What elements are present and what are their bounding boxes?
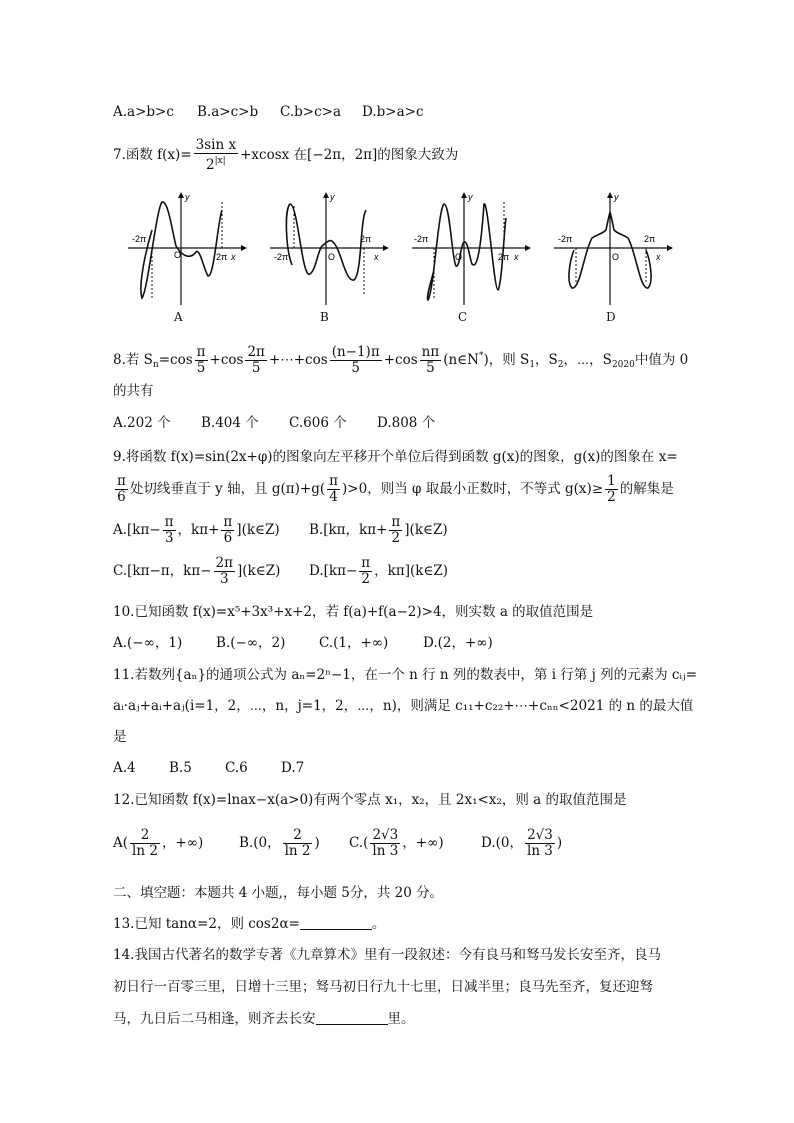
q9-c-c: ](k∈Z) [236, 563, 281, 579]
q9-l2-frac3 [605, 474, 618, 505]
graph-d-y-axis: y [614, 192, 619, 202]
q8-s1: 1 [529, 360, 536, 370]
q8-end: 中值为 0 [634, 352, 689, 368]
q9-a-frac2 [221, 515, 234, 546]
q12-b-n: 2 [283, 828, 313, 844]
q7-suffix: +xcosx 在[−2π，2π]的图象大致为 [240, 147, 459, 163]
q12-a-a: A( [113, 835, 129, 851]
q8-option-b: B.404 个 [201, 415, 259, 431]
q8-plus-cos-1: +cos [209, 352, 244, 368]
q7-fraction [194, 138, 238, 173]
q9-c-a: C.[kπ−π，kπ− [113, 563, 212, 579]
graph-b-y-axis: y [330, 192, 335, 202]
q12-d-a: D.(0， [481, 835, 523, 851]
q11-option-d: D.7 [281, 760, 305, 776]
graph-b-left-tick: -2π [274, 252, 289, 262]
q9-option-b [309, 515, 448, 546]
q6-option-a: A.a>b>c [113, 104, 174, 120]
graph-a-origin: O [174, 250, 182, 260]
q12-c-b: ，+∞) [402, 835, 444, 851]
q8-t3-num: (n−1)π [331, 344, 380, 360]
q13-answer-blank[interactable] [300, 915, 372, 930]
graph-a-x-axis: x [231, 252, 236, 262]
graph-d-x-axis: x [656, 252, 661, 262]
q8-option-a: A.202 个 [113, 415, 171, 431]
q8-t1-num: π [196, 344, 206, 360]
q10-options [113, 634, 493, 652]
graph-d-origin: O [612, 252, 620, 262]
q9-l2-frac1 [115, 474, 128, 505]
graph-a-label: A [174, 310, 183, 324]
q9-c-n: 2π [215, 555, 233, 571]
q12-c-n: 2√3 [370, 828, 400, 844]
q9-a-a: A.[kπ− [113, 522, 161, 538]
q10-option-d: D.(2，+∞) [423, 635, 493, 651]
q12-d-b: ) [556, 835, 563, 851]
q9-option-a [113, 515, 309, 546]
q9-l2-b-den: 4 [329, 489, 338, 505]
q12-options [113, 828, 562, 859]
q8-plus-cos-2: +cos [383, 352, 418, 368]
q9-d-a: D.[kπ− [309, 563, 358, 579]
q13-stem [113, 915, 385, 933]
q8-term4 [420, 345, 442, 376]
q8-dots-cos: +⋯+cos [268, 352, 328, 368]
graph-c-right-tick: 2π [498, 252, 510, 262]
q8-eq-cos: =cos [158, 352, 193, 368]
q9-d-frac [359, 556, 372, 587]
q13-end: 。 [371, 916, 386, 932]
q8-sep2: ，⋯，S [563, 352, 612, 368]
q9-l2-den: 6 [117, 489, 126, 505]
q7-frac-den-exp: |x| [214, 156, 226, 166]
graph-b-x-axis: x [374, 252, 379, 262]
q10-stem: 10.已知函数 f(x)=x⁵+3x³+x+2，若 f(a)+f(a−2)>4，则实数 a 的取值范围是 [113, 604, 594, 620]
graph-c-left-tick: -2π [414, 234, 429, 244]
q9-a-frac1 [163, 515, 176, 546]
graph-c-y-axis: y [468, 192, 473, 202]
q12-d-n: 2√3 [525, 828, 555, 844]
q7-frac-den-base: 2 [205, 157, 215, 173]
q8-line2: 的共有 [113, 383, 154, 399]
q9-l2-num: π [117, 473, 126, 489]
q8-term1 [195, 345, 208, 376]
graph-d-label: D [606, 310, 616, 324]
q12-b-a: B.(0， [239, 835, 281, 851]
q11-line1: 11.若数列{aₙ}的通项公式为 aₙ=2ⁿ−1，在一个 n 行 n 列的数表中，第 i 行第 j 列的元素为 cᵢⱼ= [113, 667, 698, 683]
q12-a-b: ，+∞) [161, 835, 204, 851]
q7-graph-b [268, 190, 390, 330]
q8-t4-num: nπ [421, 344, 440, 360]
q7-graph-c [410, 190, 532, 330]
graph-a-right-tick: 2π [216, 252, 228, 262]
graph-b-origin: O [328, 252, 336, 262]
q9-b-frac [389, 515, 402, 546]
q9-a-d1: 3 [164, 530, 174, 546]
q9-b-n: π [391, 514, 401, 530]
q9-line1: 9.将函数 f(x)=sin(2x+φ)的图象向左平移开个单位后得到函数 g(x)的图象，g(x)的图象在 x= [113, 449, 678, 465]
q9-options-ab [113, 515, 448, 546]
q9-a-n2: π [223, 514, 233, 530]
q11-option-c: C.6 [225, 760, 248, 776]
q12-c-a: C.( [349, 835, 369, 851]
q14-line2: 初日行一百零三里，日增十三里；驽马初日行九十七里，日减半里；良马先至齐，复还迎驽 [113, 979, 653, 995]
q12-c-d: ln 3 [372, 843, 399, 859]
q8-t2-den: 5 [251, 360, 261, 376]
q12-d-frac [525, 828, 555, 859]
q9-b-d: 2 [391, 530, 401, 546]
q8-t3-den: 5 [351, 360, 360, 376]
graph-c-label: C [458, 310, 468, 324]
q9-c-frac [214, 556, 235, 587]
q11-option-b: B.5 [169, 760, 192, 776]
graph-a-left-tick: -2π [132, 234, 147, 244]
q9-d-n: π [361, 555, 371, 571]
q7-frac-num: 3sin x [195, 137, 237, 153]
q6-option-d: D.b>a>c [362, 104, 424, 120]
q9-l2-b-num: π [329, 473, 339, 489]
q12-b-frac [283, 828, 313, 859]
q8-s2: 2 [557, 360, 564, 370]
q8-sub-n: n [152, 360, 159, 370]
q12-a-frac [130, 828, 160, 859]
q8-stem [113, 345, 688, 376]
q8-t2-num: 2π [247, 344, 265, 360]
q7-graph-d [552, 190, 674, 330]
graph-b-label: B [320, 310, 329, 324]
q9-a-d2: 6 [223, 530, 233, 546]
q9-c-d: 3 [219, 571, 229, 587]
q9-l2-d-den: 2 [607, 489, 616, 505]
q7-stem [113, 138, 458, 173]
q6-options [113, 103, 424, 121]
q11-options [113, 759, 304, 777]
q9-l2-e: 的解集是 [619, 481, 674, 497]
graph-b-right-tick: 2π [360, 234, 372, 244]
q9-b-c: ](k∈Z) [404, 522, 448, 538]
q8-cond: (n∈N [443, 352, 479, 368]
q11-line2: aᵢ·aⱼ+aᵢ+aⱼ(i=1，2，⋯，n，j=1，2，⋯，n)，则满足 c₁₁+c₂₂+⋯+cₙₙ<2021 的 n 的最大值 [113, 698, 694, 714]
q9-a-b: ，kπ+ [177, 522, 220, 538]
q9-option-c [113, 556, 309, 587]
q8-cond-sup: * [479, 351, 484, 361]
q10-option-b: B.(−∞，2) [216, 635, 286, 651]
q14-line1: 14.我国古代著名的数学专著《九章算术》里有一段叙述：今有良马和驽马发长安至齐，良马 [113, 947, 661, 963]
q12-a-d: ln 2 [132, 843, 158, 859]
q12-b-b: ) [314, 835, 320, 851]
q9-l2-d-num: 1 [607, 473, 616, 489]
q9-l2-a: 处切线垂直于 y 轴，且 g(π)+g( [129, 481, 326, 497]
q14-answer-blank[interactable] [316, 1010, 388, 1025]
q12-d-d: ln 3 [527, 843, 553, 859]
q12-c-frac [370, 828, 400, 859]
q9-options-cd [113, 556, 448, 587]
q10-option-c: C.(1，+∞) [319, 635, 389, 651]
q12-option-b [239, 828, 349, 859]
q7-frac-den [194, 154, 238, 173]
q8-options [113, 414, 435, 432]
q14-line3-end: 里。 [387, 1011, 415, 1027]
q8-term2 [245, 345, 266, 376]
q9-d-c: ，kπ](k∈Z) [374, 563, 449, 579]
q7-prefix: 7.函数 f(x)= [113, 147, 192, 163]
q12-option-d [481, 828, 562, 859]
q14-line3 [113, 1010, 415, 1028]
q6-option-c: C.b>c>a [280, 104, 342, 120]
q8-s2020: 2020 [611, 360, 635, 370]
q12-b-d: ln 2 [284, 843, 311, 859]
q9-a-c: ](k∈Z) [236, 522, 280, 538]
q11-option-a: A.4 [113, 760, 136, 776]
graph-d-right-tick: 2π [644, 234, 656, 244]
q8-prefix: 8.若 S [113, 352, 153, 368]
graph-c-x-axis: x [514, 252, 519, 262]
q9-b-a: B.[kπ，kπ+ [309, 522, 388, 538]
graph-a-y-axis: y [185, 192, 190, 202]
q12-a-n: 2 [130, 828, 160, 844]
q8-t1-den: 5 [196, 360, 206, 376]
q6-option-b: B.a>c>b [197, 104, 259, 120]
q14-line3-text: 马，九日后二马相逢，则齐去长安 [113, 1011, 316, 1027]
q9-d-d: 2 [361, 571, 370, 587]
q12-option-a [113, 828, 239, 859]
q9-a-n1: π [164, 514, 174, 530]
q12-stem: 12.已知函数 f(x)=lnax−x(a>0)有两个零点 x₁，x₂，且 2x₁<x₂，则 a 的取值范围是 [113, 792, 627, 808]
q8-term3 [330, 345, 382, 376]
graph-d-left-tick: -2π [558, 234, 573, 244]
section2-heading: 二、填空题：本题共 4 小题,，每小题 5分，共 20 分。 [113, 885, 444, 901]
q12-option-c [349, 828, 481, 859]
q10-option-a: A.(−∞，1) [113, 635, 183, 651]
q9-l2-c: )>0，则当 φ 取最小正数时，不等式 g(x)≥ [342, 481, 604, 497]
q13-text: 13.已知 tanα=2，则 cos2α= [113, 916, 300, 932]
q7-graph-a [126, 190, 248, 330]
q8-option-c: C.606 个 [289, 415, 347, 431]
q8-tail: )，则 S [483, 352, 530, 368]
q11-line3: 是 [113, 729, 127, 745]
q9-l2-frac2 [327, 474, 340, 505]
q9-option-d [309, 556, 448, 587]
q8-sep1: ，S [535, 352, 558, 368]
q8-option-d: D.808 个 [377, 415, 436, 431]
q9-line2 [113, 474, 674, 505]
graph-c-origin: O [455, 252, 463, 262]
q8-t4-den: 5 [426, 360, 435, 376]
